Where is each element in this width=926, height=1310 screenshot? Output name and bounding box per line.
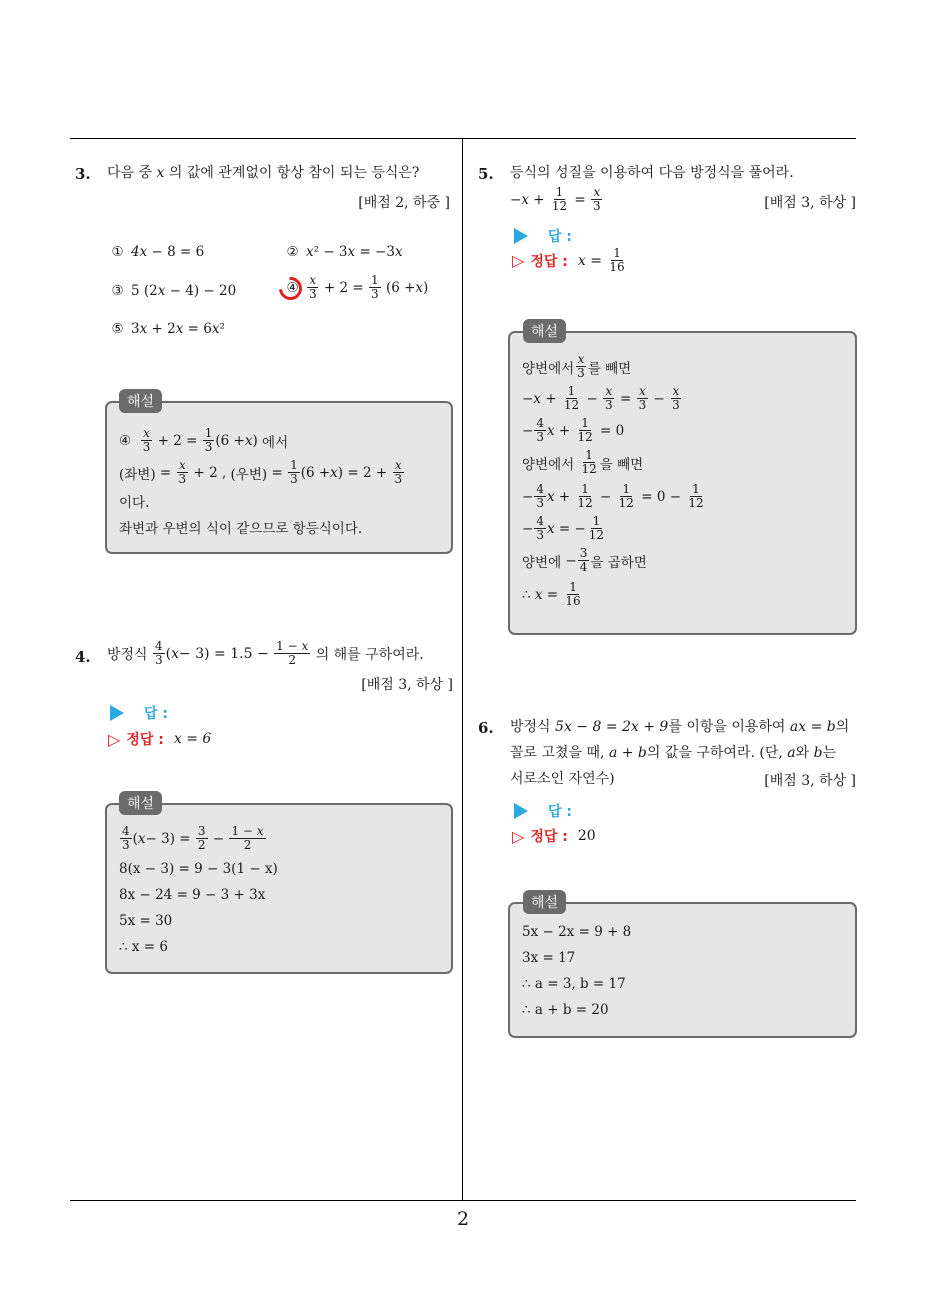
q3-meta: [배점 2, 하중 ]: [358, 195, 450, 211]
q5-explain-line-6: − $\frac{4}{3}$ x = − $\frac{1}{12}$: [522, 514, 605, 542]
outline-triangle-icon: ▷: [512, 826, 525, 846]
q5-text: 등식의 성질을 이용하여 다음 방정식을 풀어라.: [510, 165, 794, 181]
q3-text-a: 다음 중: [107, 165, 153, 181]
column-divider: [462, 139, 463, 1201]
answer-label: 답 :: [144, 706, 168, 722]
choice-number: ③: [111, 283, 124, 299]
q6-explain-line-3: ∴ a = 3, b = 17: [522, 976, 626, 992]
choice-number: ⑤: [111, 321, 124, 337]
q5-explain-line-4: 양변에서 $\frac{1}{12}$ 을 빼면: [522, 448, 644, 476]
q5-correct-row: ▷ 정답 : x = $\frac{1}{16}$: [512, 246, 625, 274]
q4-explain-line-3: 8x − 24 = 9 − 3 + 3x: [119, 887, 266, 903]
q4-meta: [배점 3, 하상 ]: [361, 677, 453, 693]
q3-choice-3[interactable]: ③ 5 (2x − 4) − 20: [111, 283, 237, 299]
q6-explain-line-1: 5x − 2x = 9 + 8: [522, 924, 632, 940]
correct-label: 정답 :: [126, 732, 164, 748]
q4-text-b: 의 해를 구하여라.: [315, 646, 424, 663]
q4-explain-line-4: 5x = 30: [119, 913, 173, 929]
q4-text-a: 방정식: [107, 646, 148, 663]
q4-answer-row: [110, 703, 168, 723]
q4-text: 방정식 $\frac{4}{3}$ ( x − 3) = 1.5 − $\frac{1 - x}{2}$ 의 해를 구하여라.: [107, 639, 424, 667]
q4-explain-line-2: 8(x − 3) = 9 − 3(1 − x): [119, 861, 278, 877]
play-triangle-icon: [514, 228, 528, 244]
q3-explain-line-3: 이다.: [119, 495, 150, 511]
correct-value: 20: [577, 828, 596, 844]
q3-explain-line-2: (좌변) = $\frac{x}{3}$ + 2 , (우변) = $\frac{1}{3}$ (6 + x ) = 2 + $\frac{x}{3}$: [119, 458, 403, 486]
q6-explanation-box: [508, 902, 857, 1038]
q5-explanation-tag: 해설: [523, 319, 566, 343]
q4-correct-row: [108, 729, 211, 749]
q6-explanation-tag: 해설: [523, 890, 566, 914]
top-rule: [70, 138, 856, 139]
correct-label: 정답 :: [530, 253, 568, 270]
q4-number: 4.: [75, 648, 91, 666]
play-triangle-icon: [110, 705, 124, 721]
q5-explain-line-7: 양변에 − $\frac{3}{4}$ 을 곱하면: [522, 546, 647, 574]
q3-choice-4[interactable]: ④ $\frac{x}{3}$ + 2 = $\frac{1}{3}$ (6 + x ): [286, 273, 429, 301]
play-triangle-icon: [514, 803, 528, 819]
q3-number: 3.: [75, 165, 91, 183]
q5-number: 5.: [478, 165, 494, 183]
q6-line-2: 꼴로 고쳤을 때, a + b의 값을 구하여라. (단, a와 b는: [510, 745, 837, 761]
q6-line-3: 서로소인 자연수): [510, 771, 615, 787]
q4-explain-line-1: $\frac{4}{3}$ ( x − 3) = $\frac{3}{2}$ − $\frac{1 - x}{2}$: [122, 824, 264, 852]
q5-meta: [배점 3, 하상 ]: [764, 195, 856, 211]
q6-explain-line-2: 3x = 17: [522, 950, 576, 966]
q3-text-b: 의 값에 관계없이 항상 참이 되는 등식은?: [168, 165, 420, 181]
q5-equation: − x + $\frac{1}{12}$ = $\frac{x}{3}$: [510, 185, 601, 213]
choice-number: ②: [286, 244, 299, 260]
q3-explanation-tag: 해설: [119, 389, 162, 413]
q6-number: 6.: [478, 719, 494, 737]
q5-explain-line-5: − $\frac{4}{3}$ x + $\frac{1}{12}$ − $\frac{1}{12}$ = 0 − $\frac{1}{12}$: [522, 482, 704, 510]
correct-label: 정답 :: [530, 829, 568, 845]
q5-explain-line-8: ∴ x = $\frac{1}{16}$: [522, 580, 581, 608]
bottom-rule: [70, 1200, 856, 1201]
q4-explanation-tag: 해설: [119, 791, 162, 815]
q6-correct-row: [512, 826, 596, 846]
choice-number: ④: [286, 279, 299, 296]
page-number: 2: [456, 1208, 470, 1230]
q5-explanation-box: [508, 331, 857, 635]
answer-label: 답 :: [548, 229, 572, 245]
q6-meta: [배점 3, 하상 ]: [764, 773, 856, 789]
q3-choice-5[interactable]: ⑤ 3x + 2x = 6x²: [111, 321, 225, 337]
answer-label: 답 :: [548, 804, 572, 820]
outline-triangle-icon: ▷: [512, 251, 525, 270]
q4-explanation-box: [105, 803, 453, 974]
q3-explain-line-4: 좌변과 우변의 식이 같으므로 항등식이다.: [119, 521, 363, 537]
q3-text: [107, 160, 419, 187]
q4-explain-line-5: ∴ x = 6: [119, 939, 168, 955]
q3-choice-2[interactable]: ② x² − 3x = −3x: [286, 244, 403, 260]
correct-value: x = 6: [173, 731, 212, 747]
q6-line-1: 방정식 5x − 8 = 2x + 9를 이항을 이용하여 ax = b의: [510, 719, 850, 735]
outline-triangle-icon: ▷: [108, 729, 121, 749]
q5-explain-line-2: − x + $\frac{1}{12}$ − $\frac{x}{3}$ = $\frac{x}{3}$ − $\frac{x}{3}$: [522, 384, 680, 412]
q5-answer-row: [514, 226, 572, 246]
q3-explanation-box: [105, 401, 453, 554]
q5-explain-line-3: − $\frac{4}{3}$ x + $\frac{1}{12}$ = 0: [522, 416, 625, 444]
q5-explain-line-1: 양변에서 $\frac{x}{3}$ 를 빼면: [522, 352, 632, 380]
choice-number: ①: [111, 244, 124, 260]
q3-explain-line-1: ④ $\frac{x}{3}$ + 2 = $\frac{1}{3}$ (6 + x ) 에서: [119, 426, 289, 454]
q6-answer-row: [514, 801, 572, 821]
q6-explain-line-4: ∴ a + b = 20: [522, 1002, 609, 1018]
q3-var: x: [156, 165, 165, 181]
q3-choice-1[interactable]: ① 4x − 8 = 6: [111, 244, 205, 260]
